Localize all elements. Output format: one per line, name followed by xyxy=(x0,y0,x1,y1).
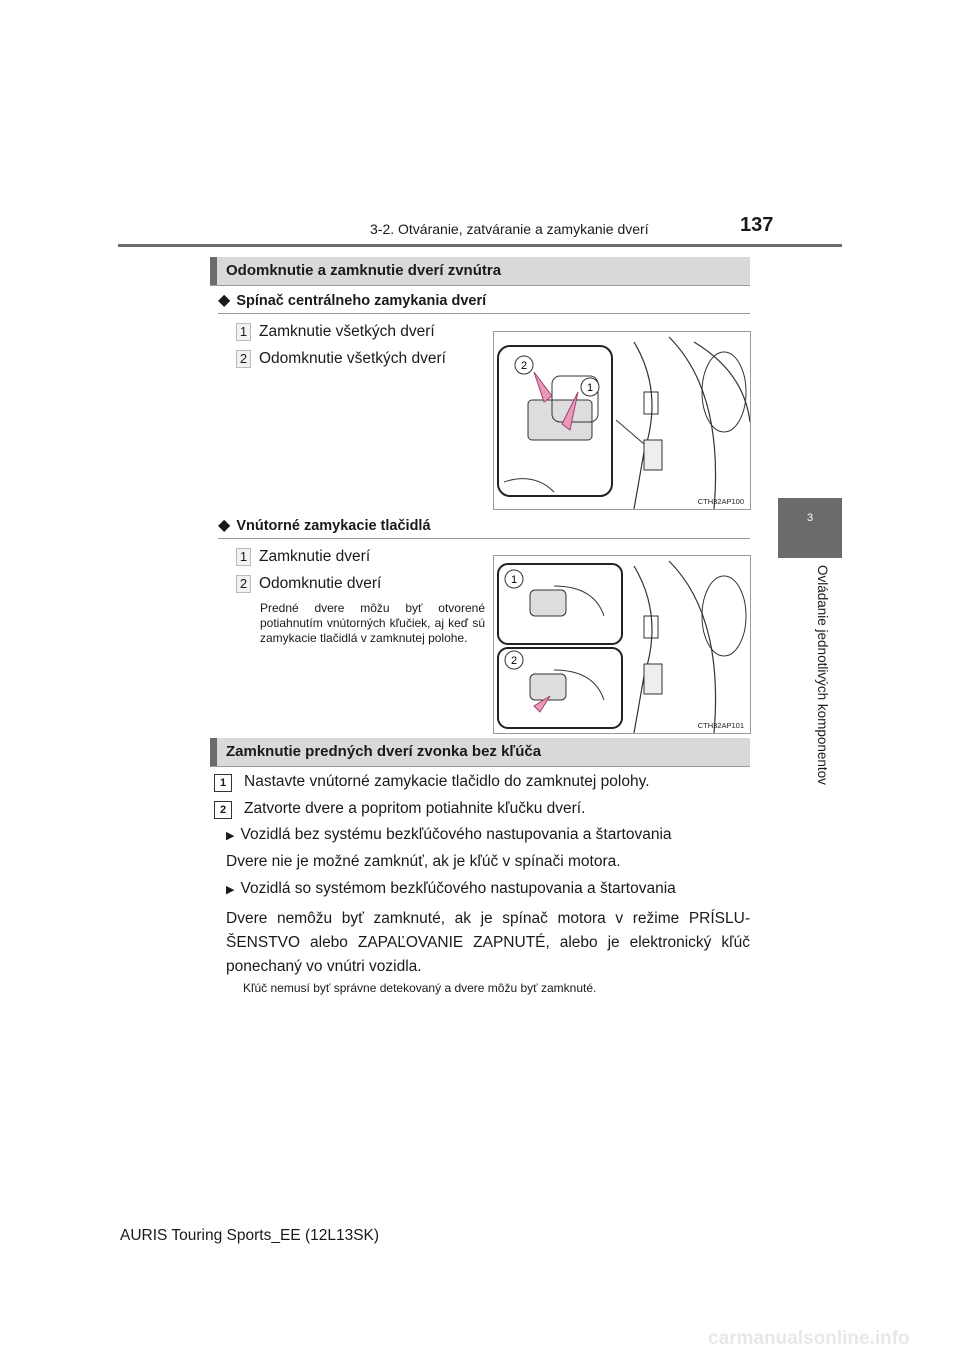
number-badge: 2 xyxy=(236,350,251,368)
figure-code: CTH32AP101 xyxy=(697,721,744,730)
triangle-bullet-icon: ▶ xyxy=(226,884,235,896)
list-item: 2 Odomknutie všetkých dverí xyxy=(236,350,446,368)
triangle-bullet-icon: ▶ xyxy=(226,830,235,842)
number-badge: 2 xyxy=(236,575,251,593)
note-text: Predné dvere môžu byť otvorené potiahnutím vnútorných kľučiek, aj keď sú zamykacie tlačidlá v zamknutej polohe. xyxy=(260,601,485,645)
subsection-inside-lock-buttons: ◆ Vnútorné zamykacie tlačidlá xyxy=(218,517,431,534)
subsection-central-lock: ◆ Spínač centrálneho zamykania dverí xyxy=(218,292,487,309)
section-header-title: 3-2. Otváranie, zatváranie a zamykanie dverí xyxy=(370,221,649,237)
callout-1: 1 xyxy=(586,382,594,394)
note-text: Kľúč nemusí byť správne detekovaný a dvere môžu byť zamknuté. xyxy=(243,981,597,995)
case-label: ▶ Vozidlá bez systému bezkľúčového nastupovania a štartovania xyxy=(226,826,672,843)
chapter-tab: 3 xyxy=(778,498,842,558)
section-bar-inside-lock xyxy=(210,257,750,286)
step-item: 2 Zatvorte dvere a popritom potiahnite kľučku dverí. xyxy=(214,800,585,819)
list-item: 2 Odomknutie dverí xyxy=(236,575,381,593)
number-badge: 1 xyxy=(236,323,251,341)
list-item: 1 Zamknutie všetkých dverí xyxy=(236,323,435,341)
callout-2: 2 xyxy=(520,360,528,372)
door-handle-illustration xyxy=(494,556,750,733)
diamond-bullet-icon: ◆ xyxy=(218,292,231,309)
section-title: Zamknutie predných dverí zvonka bez kľúča xyxy=(226,743,542,760)
door-panel-illustration xyxy=(494,332,750,509)
step-item: 1 Nastavte vnútorné zamykacie tlačidlo do zamknutej polohy. xyxy=(214,773,650,792)
subsection-rule xyxy=(218,538,750,539)
subsection-rule xyxy=(218,313,750,314)
header-rule xyxy=(118,244,842,247)
step-badge: 1 xyxy=(214,774,232,792)
callout-1: 1 xyxy=(510,574,518,586)
footer-model: AURIS Touring Sports_EE (12L13SK) xyxy=(120,1227,380,1244)
section-bar-lock-without-key xyxy=(210,738,750,767)
case-label: ▶ Vozidlá so systémom bezkľúčového nastupovania a štartovania xyxy=(226,880,676,897)
figure-central-lock-switch xyxy=(493,331,751,510)
page-number: 137 xyxy=(740,214,774,236)
number-badge: 1 xyxy=(236,548,251,566)
figure-code: CTH32AP100 xyxy=(697,497,744,506)
step-badge: 2 xyxy=(214,801,232,819)
diamond-bullet-icon: ◆ xyxy=(218,517,231,534)
chapter-title-vertical: Ovládanie jednotlivých komponentov xyxy=(815,565,830,785)
callout-2: 2 xyxy=(510,655,518,667)
case-text: Dvere nie je možné zamknúť, ak je kľúč v spínači motora. xyxy=(226,853,621,870)
case-text: Dvere nemôžu byť zamknuté, ak je spínač motora v režime PRÍSLU-ŠENSTVO alebo ZAPAĽOVANIE ZAPNUTÉ, alebo je elektronický kľúč ponechaný vo vnútri vozidla. xyxy=(226,910,750,975)
section-title: Odomknutie a zamknutie dverí zvnútra xyxy=(226,262,502,279)
figure-inside-lock-buttons xyxy=(493,555,751,734)
list-item: 1 Zamknutie dverí xyxy=(236,548,370,566)
watermark: carmanualsonline.info xyxy=(708,1328,910,1349)
